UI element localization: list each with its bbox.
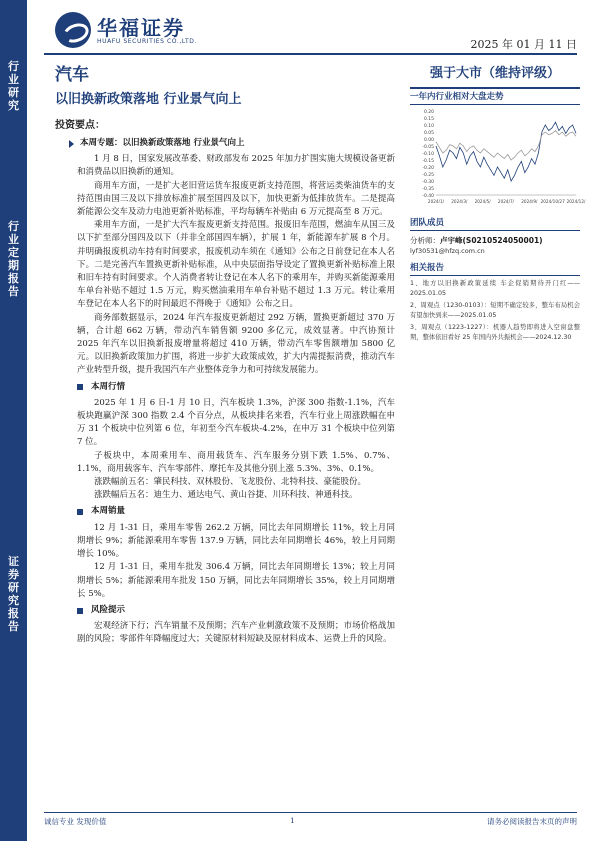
analyst-info [410, 235, 580, 257]
sidebar-char: 研 [8, 86, 19, 99]
chart-title: 一年内行业相对大盘走势 [410, 90, 580, 105]
sidebar-char: 券 [8, 568, 19, 581]
footer-slogan: 诚信专业 发现价值 [44, 817, 107, 826]
sidebar-char: 行 [8, 220, 19, 233]
rating-badge: 强于大市（维持评级） [410, 62, 580, 89]
paragraph: 2025 年 1 月 6 日-1 月 10 日，汽车板块 1.3%，沪深 300 指数-1.1%，汽车板块跑赢沪深 300 指数 2.4 个百分点，从板块排名来看，汽车行业上周涨跌幅在申万 31 个板块中位列第 6 位，年初至今汽车板块-4.2%，在申万 31 个板块中位列第 7 位。 [77, 397, 395, 448]
chart-svg [410, 107, 586, 212]
paragraph: 12 月 1-31 日，乘用车零售 262.2 万辆，同比去年同期增长 11%，较上月同期增长 9%；新能源乘用车零售 137.9 万辆，同比去年同期增长 46%，较上月同期增长 10%。 [77, 522, 395, 560]
footer-disclaimer: 请务必阅读报告末页的声明 [487, 817, 577, 826]
logo-text-en: HUAFU SECURITIES CO.,LTD. [97, 38, 198, 45]
y-tick-label: -0.05 [422, 145, 434, 150]
sidebar-char: 告 [8, 285, 19, 298]
sidebar-char: 报 [8, 607, 19, 620]
header-divider [44, 53, 577, 55]
y-tick-label: 0.20 [423, 110, 434, 115]
x-tick-label: 2024/9/ [521, 199, 538, 204]
section-heading-text: 本周行情 [91, 381, 126, 392]
sidebar-char: 研 [8, 581, 19, 594]
square-bullet-icon [77, 384, 83, 390]
sidebar-char: 行 [8, 60, 19, 73]
x-tick-label: 2024/5/ [474, 199, 491, 204]
paragraph: 12 月 1-31 日，乘用车批发 306.4 万辆，同比去年同期增长 13%；较上月同期增长 5%；新能源乘用车批发 150 万辆，同比去年同期增长 35%，较上月同期增长 5%。 [77, 562, 395, 599]
arrow-icon [69, 140, 74, 148]
y-tick-label: 0.15 [423, 117, 434, 122]
sidebar-block-3 [0, 555, 27, 633]
related-reports [410, 279, 580, 343]
x-tick-label: 2024/7/ [497, 199, 515, 204]
paragraph: 乘用车方面，一是扩大汽车报废更新支持范围。报废旧车范围，燃油车从国三及以下扩至部分国四及以下（并非全部国四车辆），扩展 1 年，新能源车扩展 8 个月。并明确报废机动车持有时间要求，报废机动车须在《通知》公布之日前登记在本人名下。二是完善汽车置换更新补贴标准，从中央层面指导设定了置换更新补贴标准上限和旧车持有时间要求。个人消费者转让登记在本人名下的乘用车，并购买新能源乘用车单台补贴不超过 1.5 万元，购买燃油乘用车单台补贴不超过 1.3 万元。转让乘用车登记在本人名下的时间最迟不得晚于《通知》公布之日。 [77, 220, 395, 310]
sidebar-char: 期 [8, 259, 19, 272]
section-heading [55, 604, 395, 617]
page-number: 1 [290, 816, 295, 825]
sidebar-block-2 [0, 220, 27, 298]
y-tick-label: -0.35 [422, 187, 434, 192]
section-heading [55, 137, 395, 150]
sidebar-char: 业 [8, 233, 19, 246]
x-tick-label: 2024/10/27 [540, 199, 565, 204]
paragraph: 商务部数据显示，2024 年汽车报废更新超过 292 万辆，置换更新超过 370 万辆，合计超 662 万辆，带动汽车销售额 9200 多亿元，成效显著。中汽协预计 2025 年汽车以旧换新报废增量将超过 410 万辆，带动汽车零售额增加 5800 亿元。以旧换新政策加力扩围，将进一步扩大政策成效，扩大内需提振消费，推动汽车产业转型升级，提升我国汽车产业整体竞争力和可持续发展能力。 [77, 312, 395, 376]
x-tick-label: 2024/3/ [451, 199, 468, 204]
paragraph: 涨跌幅后五名：迪生力、通达电气、黄山谷捷、川环科技、神通科技。 [94, 490, 358, 501]
section-heading-text: 本周销量 [91, 506, 126, 517]
team-title: 团队成员 [410, 216, 580, 231]
analyst-name: 卢宇峰(S0210524050001) [440, 236, 543, 245]
square-bullet-icon [77, 608, 83, 614]
y-tick-label: -0.15 [422, 159, 434, 164]
x-tick-label: 2024/12/ [566, 199, 586, 204]
related-report-item[interactable]: 1、地方以旧换新政策延续 车企促销期待开门红——2025.01.05 [410, 280, 580, 297]
analyst-email: lyf30531@hfzq.com.cn [410, 247, 485, 255]
performance-chart [410, 107, 586, 212]
report-date: 2025 年 01 月 11 日 [470, 38, 577, 51]
sidebar-char: 业 [8, 73, 19, 86]
sidebar-char: 证 [8, 555, 19, 568]
y-tick-label: -0.10 [422, 152, 434, 157]
x-tick-label: 2024/1/ [427, 199, 445, 204]
sidebar-char: 定 [8, 246, 19, 259]
y-tick-label: -0.25 [422, 173, 434, 178]
y-tick-label: 0.00 [423, 138, 434, 143]
sidebar-char: 究 [8, 594, 19, 607]
industry-title: 汽车 [55, 65, 89, 85]
report-headline: 以旧换新政策落地 行业景气向上 [55, 92, 242, 107]
y-tick-label: 0.10 [423, 124, 434, 129]
main-content [55, 134, 395, 647]
section-heading [55, 505, 395, 518]
related-report-item[interactable]: 3、周观点（1223-1227）：机器人趋势即将进入空窗盘整期，整体依旧看好 25 年国内外共振机会——2024.12.30 [410, 324, 580, 341]
sidebar [0, 0, 27, 841]
right-panel [410, 90, 586, 345]
section-heading-text: 风险提示 [91, 604, 126, 615]
paragraph: 涨跌幅前五名：肇民科技、双林股份、飞龙股份、北特科技、豪能股份。 [94, 477, 367, 488]
paragraph: 商用车方面，一是扩大老旧营运货车报废更新支持范围，将营运类柴油货车的支持范围由国三及以下排放标准扩展至国四及以下，加快更新为低排放货车。二是提高新能源公交车及动力电池更新补贴标准，平均每辆车补贴由 6 万元提高至 8 万元。 [77, 180, 395, 218]
sidebar-block-1 [0, 60, 27, 112]
logo-text-cn: 华福证券 [97, 16, 185, 40]
paragraph: 1 月 8 日，国家发展改革委、财政部发布 2025 年加力扩围实施大规模设备更新和消费品以旧换新的通知。 [77, 154, 395, 178]
footer-divider [44, 812, 577, 813]
section-heading-text: 本周专题：以旧换新政策落地 行业景气向上 [80, 138, 245, 148]
company-logo [55, 10, 215, 50]
related-report-item[interactable]: 2、周观点（1230-0103）：短期不确定较多，整车布局机会有望加快到来——2025.01.05 [410, 302, 580, 319]
square-bullet-icon [77, 509, 83, 515]
related-title: 相关报告 [410, 261, 580, 276]
y-tick-label: -0.40 [422, 194, 434, 199]
paragraph: 子板块中，本周乘用车、商用载货车、汽车服务分别下跌 1.5%、0.7%、1.1%，商用载客车、汽车零部件、摩托车及其他分别上涨 5.3%、3%、0.1%。 [77, 450, 395, 474]
analyst-label: 分析师： [410, 236, 440, 245]
sidebar-char: 报 [8, 272, 19, 285]
section-heading [55, 381, 395, 394]
sidebar-char: 告 [8, 620, 19, 633]
paragraph: 宏观经济下行；汽车销量不及预期；汽车产业刺激政策不及预期；市场价格战加剧的风险；零部件年降幅度过大；关键原材料短缺及原材料成本、运费上升的风险。 [77, 621, 395, 645]
logo-icon [55, 12, 91, 48]
y-tick-label: -0.20 [422, 166, 434, 171]
y-tick-label: -0.30 [422, 180, 434, 185]
key-points-title: 投资要点： [55, 120, 105, 131]
y-tick-label: 0.05 [423, 131, 434, 136]
sidebar-char: 究 [8, 99, 19, 112]
